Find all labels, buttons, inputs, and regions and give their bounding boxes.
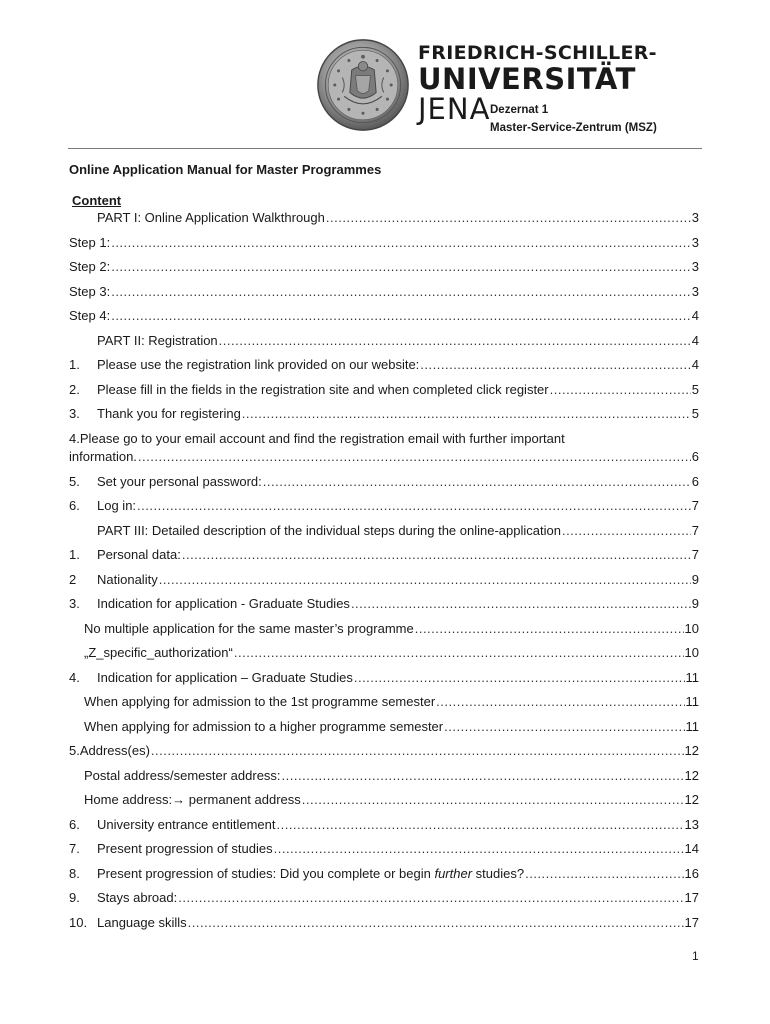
toc-entry-page: 4 (691, 333, 699, 348)
toc-entry[interactable] (84, 768, 699, 784)
toc-entry-page: 12 (684, 792, 699, 807)
toc-entry-number: 10. (69, 915, 88, 930)
university-name-line2: UNIVERSITÄT (418, 62, 636, 96)
toc-entry[interactable] (84, 645, 699, 661)
service-center-name: Master-Service-Zentrum (MSZ) (490, 122, 657, 134)
toc-dot-leader (550, 382, 691, 398)
toc-entry[interactable] (69, 357, 699, 373)
toc-entry-page: 14 (684, 841, 699, 856)
toc-entry-page: 9 (691, 572, 699, 587)
toc-dot-leader (420, 357, 690, 373)
department-block (490, 101, 657, 137)
toc-label-emphasis: further (434, 866, 473, 881)
toc-entry[interactable] (97, 333, 699, 349)
toc-entry-number: 2. (69, 382, 80, 397)
toc-entry-label: Set your personal password: (97, 474, 262, 489)
toc-entry[interactable] (69, 308, 699, 324)
toc-entry-page: 5 (691, 382, 699, 397)
toc-entry-page: 6 (691, 474, 699, 489)
toc-dot-leader (159, 572, 691, 588)
toc-entry-label: Indication for application – Graduate Studies (97, 670, 353, 685)
toc-entry-page: 7 (691, 547, 699, 562)
content-heading: Content (72, 193, 122, 208)
toc-entry-label: When applying for admission to the 1st programme semester (84, 694, 436, 709)
toc-entry-label: PART I: Online Application Walkthrough (97, 210, 325, 225)
toc-entry-line1[interactable] (69, 431, 565, 447)
toc-entry-page: 6 (691, 449, 699, 464)
toc-dot-leader (562, 523, 691, 539)
toc-entry-page: 9 (691, 596, 699, 611)
toc-entry-page: 3 (691, 210, 699, 225)
toc-entry-label: 5.Address(es) (69, 743, 150, 758)
toc-entry-page: 7 (691, 523, 699, 538)
toc-entry[interactable] (69, 235, 699, 251)
toc-entry-page: 5 (691, 406, 699, 421)
toc-entry-label: No multiple application for the same master’s programme (84, 621, 414, 636)
toc-entry-label: Nationality (97, 572, 158, 587)
toc-entry-page: 12 (684, 768, 699, 783)
toc-entry[interactable] (84, 621, 699, 637)
toc-entry-page: 11 (685, 719, 699, 734)
toc-dot-leader (274, 841, 684, 857)
toc-dot-leader (354, 670, 685, 686)
toc-dot-leader (178, 890, 683, 906)
toc-dot-leader (111, 259, 691, 275)
toc-entry[interactable] (69, 547, 699, 563)
toc-entry-page: 3 (691, 259, 699, 274)
toc-entry-page: 13 (684, 817, 699, 832)
toc-dot-leader (242, 406, 691, 422)
toc-label-part: Present progression of studies: Did you complete or begin (97, 866, 435, 881)
toc-entry[interactable] (69, 841, 699, 857)
page-number: 1 (692, 949, 699, 963)
toc-dot-leader (111, 235, 691, 251)
toc-dot-leader (302, 792, 684, 808)
toc-entry-page: 17 (684, 890, 699, 905)
document-title: Online Application Manual for Master Programmes (69, 162, 382, 177)
toc-entry-page: 4 (691, 357, 699, 372)
toc-entry[interactable] (69, 474, 699, 490)
toc-entry-page: 4 (691, 308, 699, 323)
toc-entry-page: 17 (684, 915, 699, 930)
toc-entry-label: Present progression of studies (97, 841, 273, 856)
toc-entry-page: 3 (691, 284, 699, 299)
toc-dot-leader (137, 498, 691, 514)
toc-entry-number: 6. (69, 817, 80, 832)
toc-entry-page: 7 (691, 498, 699, 513)
toc-dot-leader (111, 308, 691, 324)
toc-entry-label (97, 866, 524, 882)
toc-entry-label: „Z_specific_authorization“ (84, 645, 233, 660)
university-name-line3: JENA (418, 92, 491, 126)
toc-entry[interactable] (69, 572, 699, 588)
toc-entry[interactable] (69, 866, 699, 882)
department-name: Dezernat 1 (490, 104, 549, 116)
toc-entry-number: 6. (69, 498, 80, 513)
toc-entry-number: 4. (69, 431, 80, 446)
toc-entry[interactable] (69, 670, 699, 686)
toc-dot-leader (138, 449, 691, 465)
toc-entry[interactable] (97, 210, 699, 226)
toc-entry-label: Thank you for registering (97, 406, 241, 421)
toc-entry-page: 10 (684, 645, 699, 660)
toc-entry-page: 10 (684, 621, 699, 636)
toc-entry-label: Step 4: (69, 308, 111, 323)
toc-entry[interactable] (69, 596, 699, 612)
toc-entry-label: Please go to your email account and find the registration email with further important (79, 431, 565, 446)
toc-entry-label: Language skills (97, 915, 187, 930)
toc-dot-leader (444, 719, 684, 735)
toc-entry[interactable] (69, 915, 699, 931)
toc-entry-label: Indication for application - Graduate Studies (97, 596, 350, 611)
toc-entry-label: PART III: Detailed description of the individual steps during the online-application (97, 523, 561, 538)
toc-dot-leader (276, 817, 683, 833)
toc-entry-label: Please use the registration link provided on our website: (97, 357, 420, 372)
toc-entry[interactable] (69, 449, 699, 465)
toc-entry-number: 1. (69, 547, 80, 562)
toc-entry-page: 11 (685, 670, 699, 685)
toc-entry-number: 5. (69, 474, 80, 489)
toc-entry-page: 3 (691, 235, 699, 250)
university-seal-logo (316, 38, 410, 132)
toc-entry-page: 11 (685, 694, 699, 709)
toc-label-part: studies? (472, 866, 525, 881)
toc-dot-leader (111, 284, 691, 300)
toc-entry-number: 3. (69, 596, 80, 611)
university-name-line1: FRIEDRICH-SCHILLER- (418, 42, 657, 64)
toc-entry[interactable] (69, 817, 699, 833)
toc-entry[interactable] (69, 382, 699, 398)
toc-entry-label: Log in: (97, 498, 137, 513)
toc-entry-label: Step 2: (69, 259, 111, 274)
toc-entry[interactable] (69, 743, 699, 759)
toc-entry-label: Stays abroad: (97, 890, 178, 905)
toc-entry-number: 3. (69, 406, 80, 421)
toc-dot-leader (525, 866, 683, 882)
toc-entry-number: 8. (69, 866, 80, 881)
toc-entry[interactable] (97, 523, 699, 539)
toc-dot-leader (182, 547, 691, 563)
toc-dot-leader (263, 474, 691, 490)
toc-entry-label: Home address:→ permanent address (84, 792, 301, 807)
toc-entry[interactable] (69, 498, 699, 514)
toc-entry-number: 1. (69, 357, 80, 372)
toc-dot-leader (188, 915, 684, 931)
toc-entry[interactable] (69, 259, 699, 275)
toc-entry-label: Step 1: (69, 235, 111, 250)
toc-entry-number: 7. (69, 841, 80, 856)
toc-dot-leader (326, 210, 691, 226)
toc-entry[interactable] (69, 890, 699, 906)
toc-entry-label: information. (69, 449, 137, 464)
toc-dot-leader (151, 743, 684, 759)
toc-entry[interactable] (69, 406, 699, 422)
toc-dot-leader (415, 621, 684, 637)
toc-dot-leader (436, 694, 684, 710)
toc-entry[interactable] (69, 284, 699, 300)
toc-entry-label: University entrance entitlement (97, 817, 276, 832)
toc-entry[interactable] (84, 719, 699, 735)
toc-dot-leader (219, 333, 691, 349)
toc-dot-leader (234, 645, 684, 661)
toc-dot-leader (282, 768, 684, 784)
toc-entry-number: 2 (69, 572, 77, 587)
toc-entry-label: Step 3: (69, 284, 111, 299)
toc-entry-label: Postal address/semester address: (84, 768, 281, 783)
toc-entry-number: 9. (69, 890, 80, 905)
toc-entry[interactable] (84, 792, 699, 808)
header-divider (68, 148, 702, 149)
toc-entry-label: Personal data: (97, 547, 181, 562)
toc-entry-label: PART II: Registration (97, 333, 218, 348)
toc-entry-number: 4. (69, 670, 80, 685)
toc-entry-label: Please fill in the fields in the registration site and when completed click register (97, 382, 549, 397)
toc-dot-leader (351, 596, 691, 612)
toc-entry-label: When applying for admission to a higher programme semester (84, 719, 444, 734)
toc-entry[interactable] (84, 694, 699, 710)
toc-entry-page: 16 (684, 866, 699, 881)
toc-entry-page: 12 (684, 743, 699, 758)
